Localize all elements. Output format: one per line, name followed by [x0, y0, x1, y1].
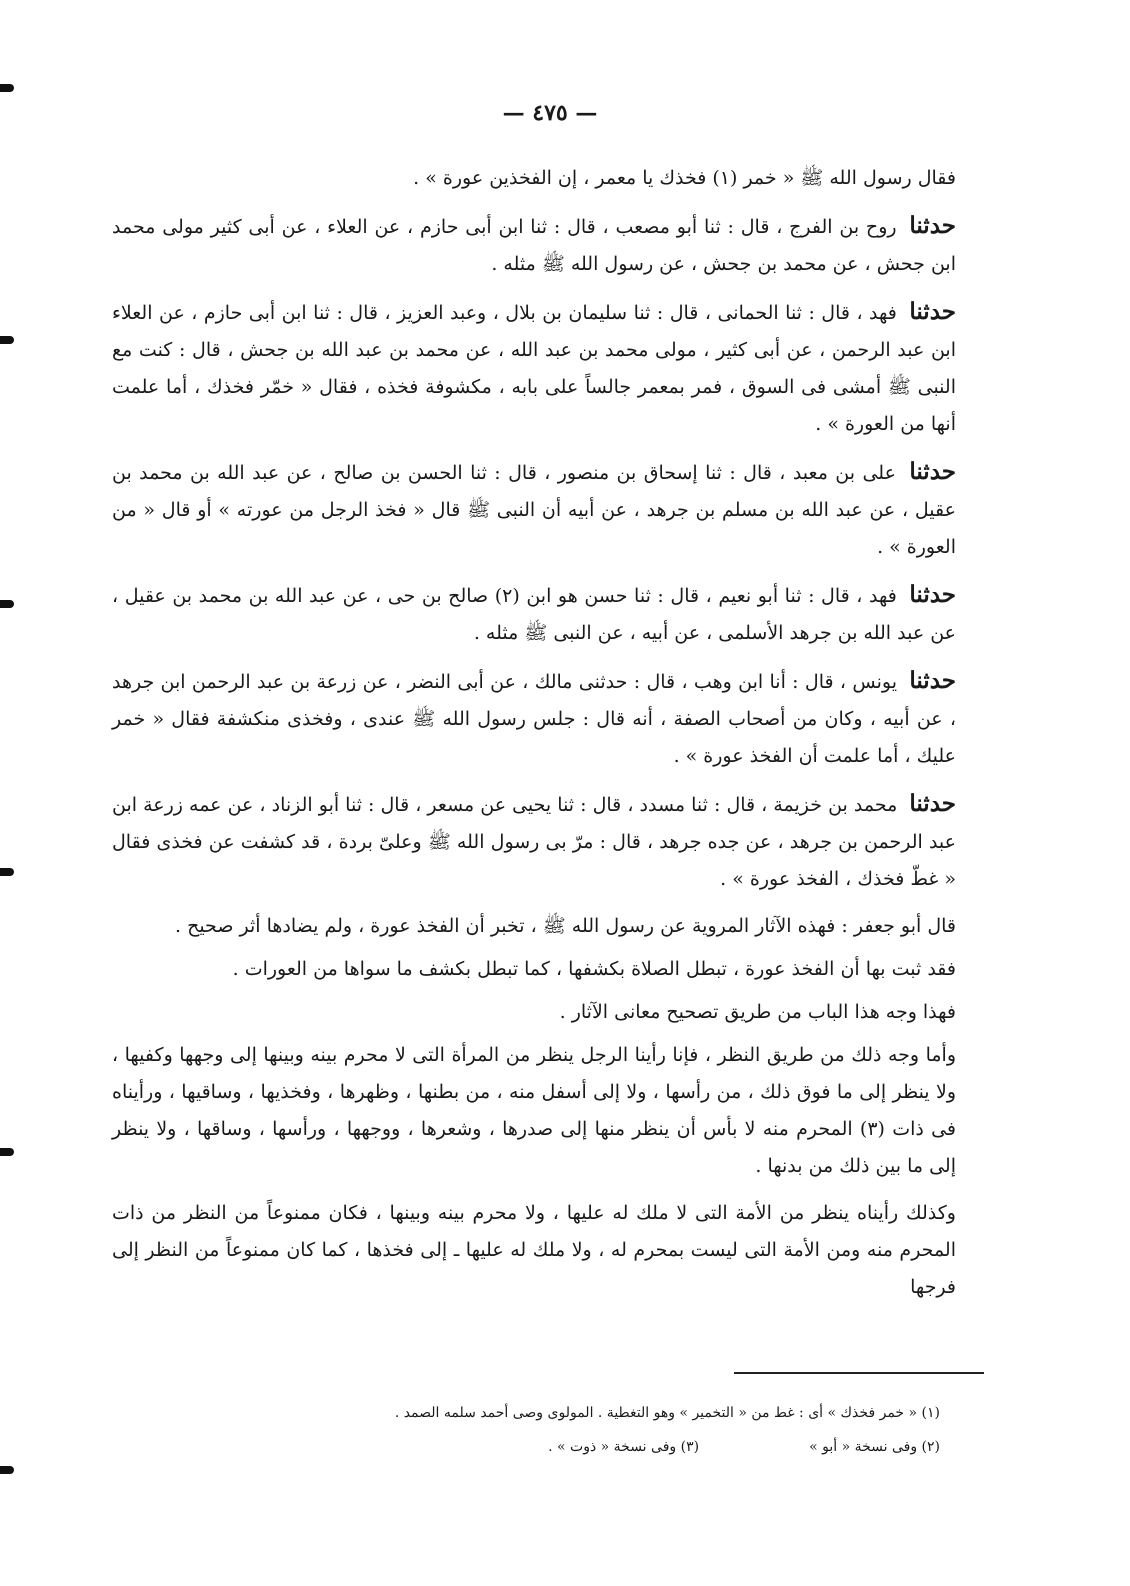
paragraph-text: فهد ، قال : ثنا أبو نعيم ، قال : ثنا حسن هو ابن (٢) صالح بن حى ، عن عبد الله بن محمد بن عقيل ، عن عبد الله بن جرهد الأسلمى ، عن أبيه ، عن النبى ﷺ مثله . [112, 585, 956, 644]
paragraph-10 [112, 994, 984, 1031]
paragraph-5 [112, 576, 984, 652]
page-number: — ٤٧٥ — [502, 100, 598, 126]
footnotes [240, 1396, 940, 1464]
paragraph-text: محمد بن خزيمة ، قال : ثنا مسدد ، قال : ثنا يحيى عن مسعر ، قال : ثنا أبو الزناد ، عن عمه زرعة ابن عبد الرحمن بن جرهد ، عن جده جرهد ، قال : مرّ بى رسول الله ﷺ وعلىّ بردة ، قد كشفت عن فخذى فقال « غطّ فخذك ، الفخذ عورة » . [112, 794, 956, 890]
footnote-3: (٣) وفى نسخة « ذوت » . [548, 1439, 700, 1455]
paragraph-9 [112, 951, 984, 988]
footnote-2: (٢) وفى نسخة « أبو » [809, 1439, 940, 1455]
paragraph-text: وأما وجه ذلك من طريق النظر ، فإنا رأينا الرجل ينظر من المرأة التى لا محرم بينه وبينها إلى وجهها وكفيها ، ولا ينظر إلى ما فوق ذلك ، من رأسها ، ولا إلى أسفل منه ، من بطنها ، وظهرها ، وفخذيها ، وساقيها ، ورأيناه فى ذات (٣) المحرم منه لا بأس أن ينظر منها إلى صدرها ، وشعرها ، ووجهها ، ورأسها ، وساقها ، ولا ينظر إلى ما بين ذلك من بدنها . [112, 1044, 956, 1177]
paragraph-7 [112, 785, 984, 898]
scan-edge-mark [0, 868, 14, 876]
paragraph-1 [112, 160, 984, 197]
scan-edge-mark [0, 1148, 14, 1156]
paragraph-2 [112, 207, 984, 283]
hadith-lead: حدثنا [909, 458, 956, 485]
hadith-lead: حدثنا [909, 298, 956, 325]
paragraph-12 [112, 1195, 984, 1306]
paragraph-11 [112, 1037, 984, 1185]
paragraph-text: فهذا وجه هذا الباب من طريق تصحيح معانى الآثار . [559, 1001, 956, 1023]
paragraph-text: يونس ، قال : أنا ابن وهب ، قال : حدثنى مالك ، عن أبى النضر ، عن زرعة بن عبد الرحمن ابن جرهد ، عن أبيه ، وكان من أصحاب الصفة ، أنه قال : جلس رسول الله ﷺ عندى ، وفخذى منكشفة فقال « خمر عليك ، أما علمت أن الفخذ عورة » . [112, 671, 956, 767]
scan-edge-mark [0, 84, 14, 92]
paragraph-text: فهد ، قال : ثنا الحمانى ، قال : ثنا سليمان بن بلال ، وعبد العزيز ، قال : ثنا ابن أبى حازم ، عن العلاء ابن عبد الرحمن ، عن أبى كثير ، مولى محمد بن عبد الله ، عن محمد بن عبد الله بن جحش ، قال : كنت مع النبى ﷺ أمشى فى السوق ، فمر بمعمر جالساً على بابه ، مكشوفة فخذه ، فقال « خمّر فخذك ، أما علمت أنها من العورة » . [112, 302, 956, 435]
main-text [112, 160, 984, 1316]
paragraph-4 [112, 453, 984, 566]
paragraph-text: روح بن الفرج ، قال : ثنا أبو مصعب ، قال : ثنا ابن أبى حازم ، عن العلاء ، عن أبى كثير مولى محمد ابن جحش ، عن محمد بن جحش ، عن رسول الله ﷺ مثله . [112, 216, 956, 275]
hadith-lead: حدثنا [909, 790, 956, 817]
hadith-lead: حدثنا [909, 212, 956, 239]
paragraph-3 [112, 293, 984, 443]
footnote-divider [734, 1372, 984, 1374]
paragraph-text: قال أبو جعفر : فهذه الآثار المروية عن رسول الله ﷺ ، تخبر أن الفخذ عورة ، ولم يضادها أثر صحيح . [174, 915, 956, 937]
hadith-lead: حدثنا [909, 581, 957, 608]
footnote-1: (١) « خمر فخذك » أى : غط من « التخمير » وهو التغطية . المولوى وصى أحمد سلمه الصمد . [394, 1405, 940, 1421]
scan-edge-mark [0, 600, 14, 608]
paragraph-text: فقال رسول الله ﷺ « خمر (١) فخذك يا معمر ، إن الفخذين عورة » . [413, 167, 956, 189]
paragraph-8 [112, 908, 984, 945]
scan-edge-mark [0, 336, 14, 344]
hadith-lead: حدثنا [909, 667, 956, 694]
paragraph-text: على بن معبد ، قال : ثنا إسحاق بن منصور ، قال : ثنا الحسن بن صالح ، عن عبد الله بن محمد بن عقيل ، عن عبد الله بن مسلم بن جرهد ، عن أبيه أن النبى ﷺ قال « فخذ الرجل من عورته » أو قال « من العورة » . [112, 462, 956, 558]
paragraph-text: وكذلك رأيناه ينظر من الأمة التى لا ملك له عليها ، ولا محرم بينه وبينها ، فكان ممنوعاً من النظر من ذات المحرم منه ومن الأمة التى ليست بمحرم له ، ولا ملك له عليها ـ إلى فخذها ، كما كان ممنوعاً من النظر إلى فرجها [112, 1202, 956, 1298]
paragraph-text: فقد ثبت بها أن الفخذ عورة ، تبطل الصلاة بكشفها ، كما تبطل بكشف ما سواها من العورات . [232, 958, 956, 980]
footnote-2-3 [240, 1430, 940, 1464]
scan-edge-mark [0, 1466, 14, 1474]
paragraph-6 [112, 662, 984, 775]
